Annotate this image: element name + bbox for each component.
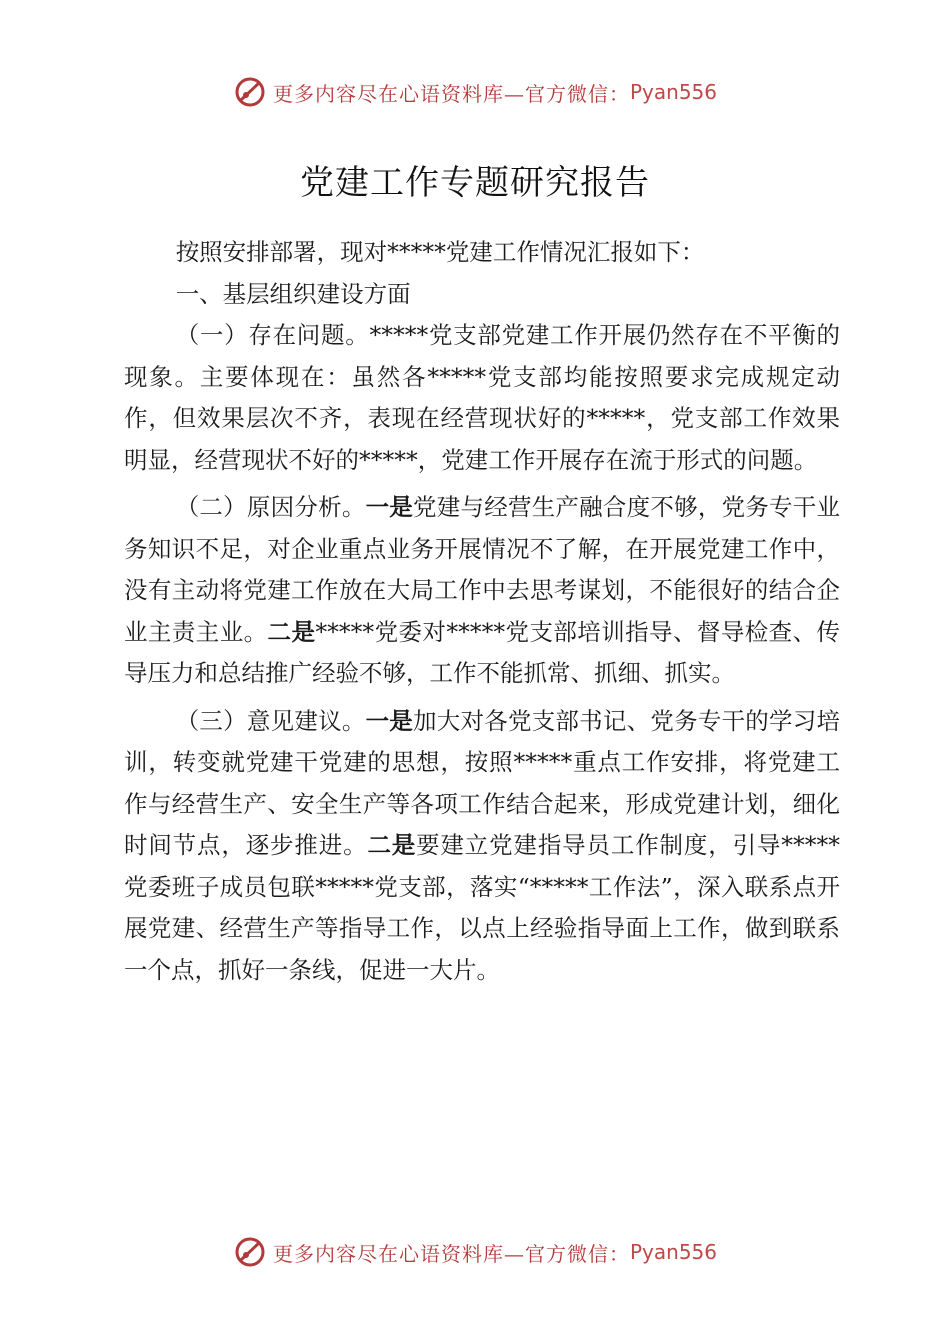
wechat-id: Pyan556 — [629, 80, 717, 104]
footer-banner-text: 更多内容尽在心语资料库—官方微信： — [272, 1241, 630, 1266]
footer-watermark-banner — [0, 1230, 950, 1274]
suggestion-paragraph — [124, 701, 840, 992]
footer-wechat-id: Pyan556 — [629, 1240, 717, 1264]
cause-text-1: 党建与经营生产融合度不够，党务专干业务知识不足，对企业重点业务开展情况不了解，在开展党建工作中，没有主动将党建工作放在大局工作中去思考谋划，不能很好的结合企业主责主业。 — [124, 493, 841, 646]
suggestion-keyword-1: 一是 — [365, 706, 414, 735]
header-watermark-banner — [0, 70, 950, 114]
suggestion-keyword-2: 二是 — [367, 831, 417, 859]
problem-paragraph: （一）存在问题。*****党支部党建工作开展仍然存在不平衡的现象。主要体现在：虽然各*****党支部均能按照要求完成规定动作，但效果层次不齐，表现在经营现状好的*****，党支部工作效果明显，经营现状不好的*****，党建工作开展存在流于形式的问题。 — [124, 321, 840, 474]
cause-text-2: *****党委对*****党支部培训指导、督导检查、传导压力和总结推广经验不够，工作不能抓常、抓细、抓实。 — [124, 617, 841, 687]
cause-keyword-2: 二是 — [267, 617, 316, 646]
document-title: 党建工作专题研究报告 — [300, 163, 650, 203]
logo-icon — [233, 75, 267, 109]
intro-paragraph: 按照安排部署，现对*****党建工作情况汇报如下： — [175, 238, 705, 266]
cause-lead: （二）原因分析。 — [175, 493, 366, 521]
suggestion-lead: （三）意见建议。 — [175, 706, 366, 735]
cause-keyword-1: 一是 — [365, 493, 414, 521]
cause-paragraph — [124, 487, 840, 695]
suggestion-text-2: 要建立党建指导员工作制度，引导*****党委班子成员包联*****党支部，落实“*****工作法”，深入联系点开展党建、经营生产等指导工作，以点上经验指导面上工作，做到联系一个点，抓好一条线，促进一大片。 — [124, 831, 841, 984]
suggestion-text-1: 加大对各党支部书记、党务专干的学习培训，转变就党建干党建的思想，按照*****重点工作安排，将党建工作与经营生产、安全生产等各项工作结合起来，形成党建计划，细化时间节点，逐步推进。 — [124, 706, 841, 859]
footer-logo-icon — [233, 1235, 267, 1269]
section-heading: 一、基层组织建设方面 — [175, 279, 411, 308]
document-body — [124, 232, 840, 991]
banner-text: 更多内容尽在心语资料库—官方微信： — [272, 81, 630, 106]
